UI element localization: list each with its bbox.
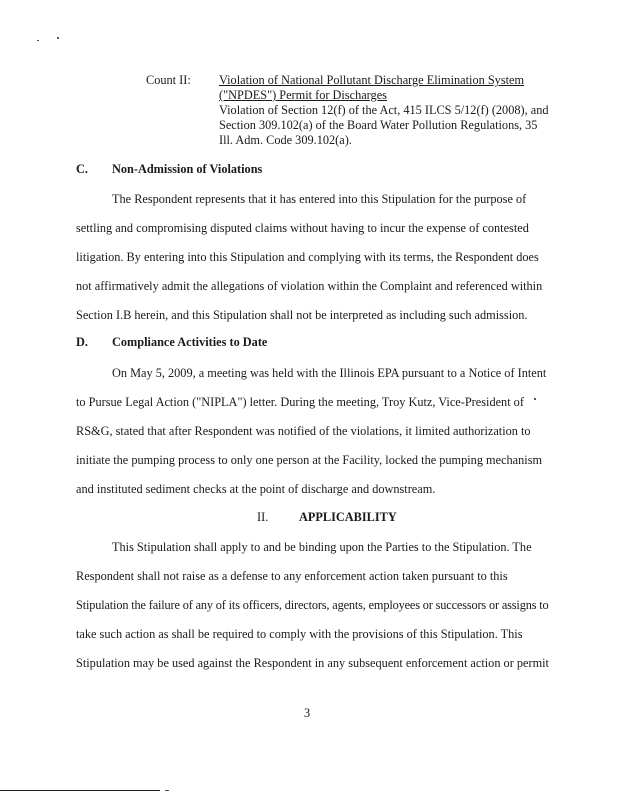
scan-speck <box>165 790 169 791</box>
section-c-heading: Non-Admission of Violations <box>112 162 263 176</box>
section-c-line: not affirmatively admit the allegations of violation within the Complaint and referenced within <box>76 279 543 293</box>
scan-speck <box>57 37 59 39</box>
section-d-line: to Pursue Legal Action ("NIPLA") letter. During the meeting, Troy Kutz, Vice-President of <box>76 395 524 409</box>
section-d-heading: Compliance Activities to Date <box>112 335 268 349</box>
count-body-line: Ill. Adm. Code 309.102(a). <box>219 133 352 147</box>
page-number: 3 <box>304 706 311 720</box>
footnote-rule <box>0 790 160 791</box>
count-label: Count II: <box>146 73 191 87</box>
section-d-line: and instituted sediment checks at the point of discharge and downstream. <box>76 482 436 496</box>
section-c-line: litigation. By entering into this Stipulation and complying with its terms, the Respondent does <box>76 250 539 264</box>
section-ii-heading: APPLICABILITY <box>299 510 397 524</box>
section-d-line: RS&G, stated that after Respondent was notified of the violations, it limited authorization to <box>76 424 531 438</box>
section-ii-line: Respondent shall not raise as a defense to any enforcement action taken pursuant to this <box>76 569 508 583</box>
scan-speck <box>534 398 536 400</box>
section-d-line: On May 5, 2009, a meeting was held with the Illinois EPA pursuant to a Notice of Intent <box>112 366 547 380</box>
section-ii-line: Stipulation the failure of any of its officers, directors, agents, employees or successors or assigns to <box>76 598 549 612</box>
section-ii-line: take such action as shall be required to comply with the provisions of this Stipulation. This <box>76 627 523 641</box>
section-ii-line: This Stipulation shall apply to and be binding upon the Parties to the Stipulation. The <box>112 540 532 554</box>
section-ii-line: Stipulation may be used against the Respondent in any subsequent enforcement action or permit <box>76 656 549 670</box>
section-c-line: Section I.B herein, and this Stipulation shall not be interpreted as including such admission. <box>76 308 528 322</box>
section-d-letter: D. <box>76 335 88 349</box>
section-c-line: The Respondent represents that it has entered into this Stipulation for the purpose of <box>112 192 527 206</box>
scan-speck <box>37 40 39 41</box>
count-title-line1: Violation of National Pollutant Discharge Elimination System <box>219 73 525 87</box>
count-title-line2: ("NPDES") Permit for Discharges <box>219 88 387 102</box>
section-ii-numeral: II. <box>257 510 269 524</box>
section-d-line: initiate the pumping process to only one person at the Facility, locked the pumping mechanism <box>76 453 543 467</box>
section-c-line: settling and compromising disputed claims without having to incur the expense of contested <box>76 221 529 235</box>
count-body-line: Violation of Section 12(f) of the Act, 415 ILCS 5/12(f) (2008), and <box>219 103 549 117</box>
count-body-line: Section 309.102(a) of the Board Water Pollution Regulations, 35 <box>219 118 538 132</box>
section-c-letter: C. <box>76 162 88 176</box>
